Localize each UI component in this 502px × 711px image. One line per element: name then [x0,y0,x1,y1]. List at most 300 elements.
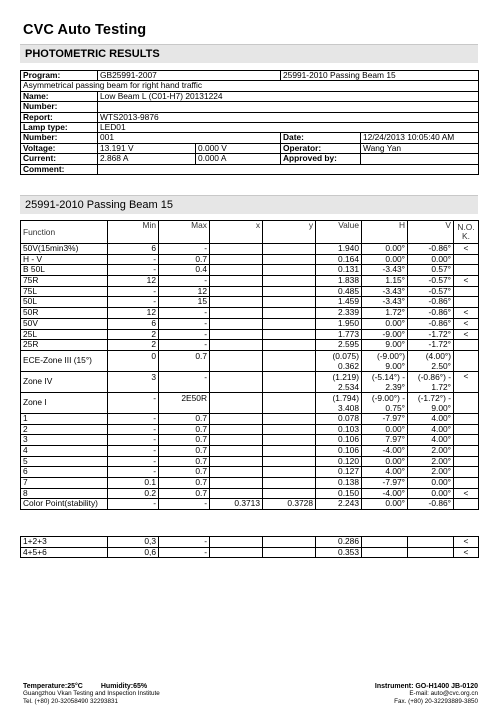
cell-nok: < [454,329,479,340]
cell-x [210,265,263,276]
cell-x [210,297,263,308]
table-row [21,329,479,340]
cell-h: 1.15° [362,276,408,287]
date-label: Date: [281,133,361,143]
cell-v [408,350,454,371]
info-row-lamp-type [21,122,479,132]
cell-value: 2.243 [316,499,362,510]
cell-fn: 25R [21,340,108,351]
cell-v: 0.00° [408,478,454,489]
cell-v: -0.86° [408,297,454,308]
section-header-passing-beam: 25991-2010 Passing Beam 15 [20,195,478,214]
cell-max: 0.7 [159,413,210,424]
operator-value: Wang Yan [361,143,479,153]
cell-min: - [108,392,159,413]
cell-h: 9.00° [362,340,408,351]
date-value: 12/24/2013 10:05:40 AM [361,133,479,143]
cell-value-line2: 2.534 [338,381,359,392]
cell-v: 0.57° [408,265,454,276]
cell-value: 0.103 [316,424,362,435]
cell-h: -3.43° [362,265,408,276]
approved-label: Approved by: [281,154,361,164]
cell-h: 0.00° [362,244,408,255]
cell-y [263,467,316,478]
cell-y [263,392,316,413]
cell-x [210,478,263,489]
table-row [21,499,479,510]
info-row-current [21,154,479,164]
summary-table [20,536,479,558]
cell-fn: 4+5+6 [21,547,108,558]
cell-nok [454,392,479,413]
cell-y [263,478,316,489]
current-value: 2.868 A [98,154,196,164]
table-row [21,467,479,478]
cell-min: - [108,413,159,424]
header-h: H [362,221,408,244]
cell-h: -3.43° [362,286,408,297]
description-value: Asymmetrical passing beam for right hand traffic [21,81,479,91]
voltage-value: 13.191 V [98,143,196,153]
footer [23,683,478,705]
cell-x [210,286,263,297]
cell-x [210,371,263,392]
cell-min: 6 [108,244,159,255]
table-row [21,308,479,319]
footer-instrument: Instrument: GO-H1400 JB-0120 [374,683,478,690]
cell-v: 2.00° [408,467,454,478]
cell-v: 2.00° [408,445,454,456]
cell-value: 0.120 [316,456,362,467]
cell-nok: < [454,308,479,319]
cell-fn: Color Point(stability) [21,499,108,510]
zone-row [21,371,479,392]
cell-nok [454,445,479,456]
cell-v: -1.72° [408,340,454,351]
cell-x [210,413,263,424]
cell-max: 0.7 [159,456,210,467]
cell-max: 0.7 [159,488,210,499]
cell-max: 2E50R [159,392,210,413]
cell-max: 0.7 [159,435,210,446]
cell-y [263,456,316,467]
info-row-description [21,81,479,91]
cell-max: - [159,329,210,340]
cell-min: - [108,424,159,435]
table-row [21,456,479,467]
cell-max: - [159,340,210,351]
cell-min: - [108,456,159,467]
cell-nok [454,478,479,489]
table-row [21,254,479,265]
cell-v [408,392,454,413]
footer-institute: Guangzhou Vkan Testing and Inspection Institute [23,690,160,698]
cell-value: 0.106 [316,445,362,456]
cell-h-line1: (-5.14°) - [371,371,405,382]
program-value: GB25991-2007 [98,71,281,81]
cell-min: 2 [108,340,159,351]
header-min: Min [108,221,159,244]
info-row-voltage [21,143,479,153]
cell-value: 0.106 [316,435,362,446]
cell-h: 0.00° [362,499,408,510]
cell-value: 0.138 [316,478,362,489]
table-row [21,445,479,456]
cell-v: 0.00° [408,488,454,499]
cell-v-line1: (-1.72°) - [417,392,451,403]
cell-value: 1.838 [316,276,362,287]
cell-min: 0,6 [108,547,159,558]
cell-max: 0.7 [159,424,210,435]
cell-v: -0.86° [408,308,454,319]
table-row [21,424,479,435]
cell-nok [454,456,479,467]
cell-y [263,371,316,392]
cell-x [210,350,263,371]
cell-min: 12 [108,308,159,319]
cell-v-line2: 9.00° [431,402,451,413]
cell-value: 0.353 [316,547,362,558]
cell-y [263,329,316,340]
footer-tel: Tel. (+80) 20-32058490 32293831 [23,697,119,705]
cell-value: 1.940 [316,244,362,255]
cell-max: - [159,318,210,329]
cell-value [316,392,362,413]
cell-h-line1: (-9.00°) [376,350,405,361]
cell-v: 4.00° [408,435,454,446]
cell-min: 0 [108,350,159,371]
cell-v-line2: 2.50° [431,360,451,371]
cell-min: - [108,265,159,276]
cell-y [263,318,316,329]
cell-y [263,350,316,371]
cell-min: - [108,467,159,478]
cell-v [408,547,454,558]
cell-max: 0.7 [159,254,210,265]
cell-h: -7.97° [362,413,408,424]
cell-y [263,488,316,499]
cell-v: -0.86° [408,499,454,510]
cell-x [210,456,263,467]
cell-v: -0.57° [408,286,454,297]
cell-y: 0.3728 [263,499,316,510]
cell-fn: 2 [21,424,108,435]
cell-v-line1: (4.00°) [425,350,451,361]
cell-v-line1: (-0.86°) - [417,371,451,382]
comment-label: Comment: [21,164,98,174]
cell-value: 1.459 [316,297,362,308]
cell-y [263,254,316,265]
cell-x [210,244,263,255]
cell-fn: Zone IV [21,371,108,392]
cell-v-line2: 1.72° [431,381,451,392]
cell-fn: 50V(15min3%) [21,244,108,255]
cell-v: 2.00° [408,456,454,467]
cell-h: 4.00° [362,467,408,478]
report-value: WTS2013-9876 [98,112,479,122]
cell-fn: 5 [21,456,108,467]
cell-min: 0.1 [108,478,159,489]
cell-nok: < [454,318,479,329]
cell-x: 0.3713 [210,499,263,510]
cell-x [210,488,263,499]
cell-value: 0.485 [316,286,362,297]
table-row [21,488,479,499]
cell-x [210,392,263,413]
cell-value-line1: (1.219) [332,371,359,382]
header-function: Function [21,221,108,244]
cell-value: 0.286 [316,537,362,548]
cell-nok: < [454,547,479,558]
cell-value: 1.950 [316,318,362,329]
table-row [21,435,479,446]
cell-h [362,537,408,548]
cell-x [210,308,263,319]
cell-value-line1: (0.075) [332,350,359,361]
cell-y [263,445,316,456]
cell-nok [454,350,479,371]
table-row [21,286,479,297]
number-label: Number: [21,102,98,112]
cell-y [263,286,316,297]
name-label: Name: [21,91,98,101]
lamp-type-label: Lamp type: [21,122,98,132]
table-row [21,244,479,255]
cell-h: 0.00° [362,318,408,329]
footer-temperature: Temperature:25°C [23,683,83,690]
cell-min: 3 [108,371,159,392]
cell-fn: 75L [21,286,108,297]
cell-fn: 50V [21,318,108,329]
lamp-type-value: LED01 [98,122,479,132]
header-x: x [210,221,263,244]
cell-fn: 6 [21,467,108,478]
cell-y [263,297,316,308]
info-row-name [21,91,479,101]
cell-fn: ECE-Zone III (15°) [21,350,108,371]
cell-v: -1.72° [408,329,454,340]
cell-v: -0.57° [408,276,454,287]
cell-h [362,547,408,558]
table-row [21,276,479,287]
cell-h: -9.00° [362,329,408,340]
cell-min: - [108,286,159,297]
cell-fn: 1+2+3 [21,537,108,548]
cell-max: - [159,371,210,392]
header-value: Value [316,221,362,244]
cell-y [263,308,316,319]
section-header-photometric: PHOTOMETRIC RESULTS [20,44,478,63]
cell-max: 0.7 [159,350,210,371]
info-row-number2 [21,133,479,143]
cell-max: 12 [159,286,210,297]
cell-y [263,244,316,255]
cell-nok [454,413,479,424]
cell-x [210,318,263,329]
name-value: Low Beam L (C01-H7) 20131224 [98,91,479,101]
cell-value: 0.164 [316,254,362,265]
cell-max: - [159,547,210,558]
header-v: V [408,221,454,244]
cell-fn: 3 [21,435,108,446]
cell-min: 0,3 [108,537,159,548]
cell-x [210,537,263,548]
cell-min: - [108,499,159,510]
info-row-report [21,112,479,122]
cell-h: 0.00° [362,456,408,467]
cell-v: -0.86° [408,318,454,329]
cell-min: 6 [108,318,159,329]
cell-min: 12 [108,276,159,287]
cell-max: 0.7 [159,445,210,456]
cell-max: - [159,276,210,287]
cell-y [263,413,316,424]
cell-h [362,371,408,392]
table-row [21,297,479,308]
cell-fn: H - V [21,254,108,265]
cell-nok [454,435,479,446]
cell-value: 0.127 [316,467,362,478]
cell-nok [454,424,479,435]
info-row-number [21,102,479,112]
cell-h: -4.00° [362,445,408,456]
cell-x [210,424,263,435]
cell-fn: 8 [21,488,108,499]
cell-max: - [159,308,210,319]
cell-max: - [159,537,210,548]
cell-nok [454,467,479,478]
cell-x [210,340,263,351]
current-label: Current: [21,154,98,164]
cell-nok [454,286,479,297]
cell-value: 0.150 [316,488,362,499]
cell-fn: 7 [21,478,108,489]
footer-email: E-mail: auto@cvc.org.cn [409,690,478,698]
cell-x [210,467,263,478]
page-title: CVC Auto Testing [23,22,147,38]
cell-nok [454,340,479,351]
zone-row [21,350,479,371]
cell-value-line2: 0.362 [338,360,359,371]
report-label: Report: [21,112,98,122]
cell-max: 0.7 [159,467,210,478]
cell-v [408,371,454,392]
cell-fn: 1 [21,413,108,424]
cell-fn: 75R [21,276,108,287]
number-value [98,102,479,112]
cell-y [263,435,316,446]
cell-fn: 50R [21,308,108,319]
cell-x [210,547,263,558]
cell-h-line2: 2.39° [385,381,405,392]
voltage2-value: 0.000 V [196,143,281,153]
cell-fn: 50L [21,297,108,308]
footer-humidity: Humidity:65% [100,683,148,690]
info-table [20,70,479,175]
table-row [21,478,479,489]
cell-value: 1.773 [316,329,362,340]
cell-h: -3.43° [362,297,408,308]
cell-max: 15 [159,297,210,308]
cell-h-line2: 9.00° [385,360,405,371]
cell-y [263,265,316,276]
cell-value: 0.131 [316,265,362,276]
cell-v: 4.00° [408,413,454,424]
cell-y [263,424,316,435]
header-y: y [263,221,316,244]
cell-min: - [108,297,159,308]
info-row-comment [21,164,479,174]
cell-min: - [108,435,159,446]
cell-nok [454,254,479,265]
cell-max: - [159,499,210,510]
program-label: Program: [21,71,98,81]
operator-label: Operator: [281,143,361,153]
table-row [21,537,479,548]
table-row [21,547,479,558]
cell-y [263,547,316,558]
cell-min: - [108,445,159,456]
cell-max: 0.4 [159,265,210,276]
voltage-label: Voltage: [21,143,98,153]
program-right-value: 25991-2010 Passing Beam 15 [281,71,479,81]
cell-x [210,445,263,456]
cell-v: -0.86° [408,244,454,255]
approved-value [361,154,479,164]
cell-max: - [159,244,210,255]
table-row [21,340,479,351]
header-max: Max [159,221,210,244]
cell-h: -7.97° [362,478,408,489]
cell-fn: B 50L [21,265,108,276]
cell-fn: Zone I [21,392,108,413]
results-header-row [21,221,479,244]
table-row [21,318,479,329]
cell-h: -4.00° [362,488,408,499]
comment-value [98,164,479,174]
cell-min: 2 [108,329,159,340]
cell-h: 0.00° [362,424,408,435]
cell-nok: < [454,488,479,499]
cell-value: 0.078 [316,413,362,424]
cell-value-line2: 3.408 [338,402,359,413]
cell-fn: 25L [21,329,108,340]
cell-x [210,329,263,340]
cell-min: - [108,254,159,265]
cell-nok: < [454,276,479,287]
cell-x [210,254,263,265]
cell-v: 0.00° [408,254,454,265]
cell-value [316,371,362,392]
cell-h [362,350,408,371]
cell-max: 0.7 [159,478,210,489]
results-table [20,220,479,510]
cell-h [362,392,408,413]
cell-x [210,435,263,446]
zone-row [21,392,479,413]
cell-v [408,537,454,548]
current2-value: 0.000 A [196,154,281,164]
cell-y [263,537,316,548]
footer-fax: Fax. (+80) 20-32293889-3850 [394,697,478,705]
cell-h: 1.72° [362,308,408,319]
cell-h-line1: (-9.00°) - [371,392,405,403]
cell-value-line1: (1.794) [332,392,359,403]
cell-nok [454,265,479,276]
cell-fn: 4 [21,445,108,456]
cell-nok [454,297,479,308]
table-row [21,265,479,276]
